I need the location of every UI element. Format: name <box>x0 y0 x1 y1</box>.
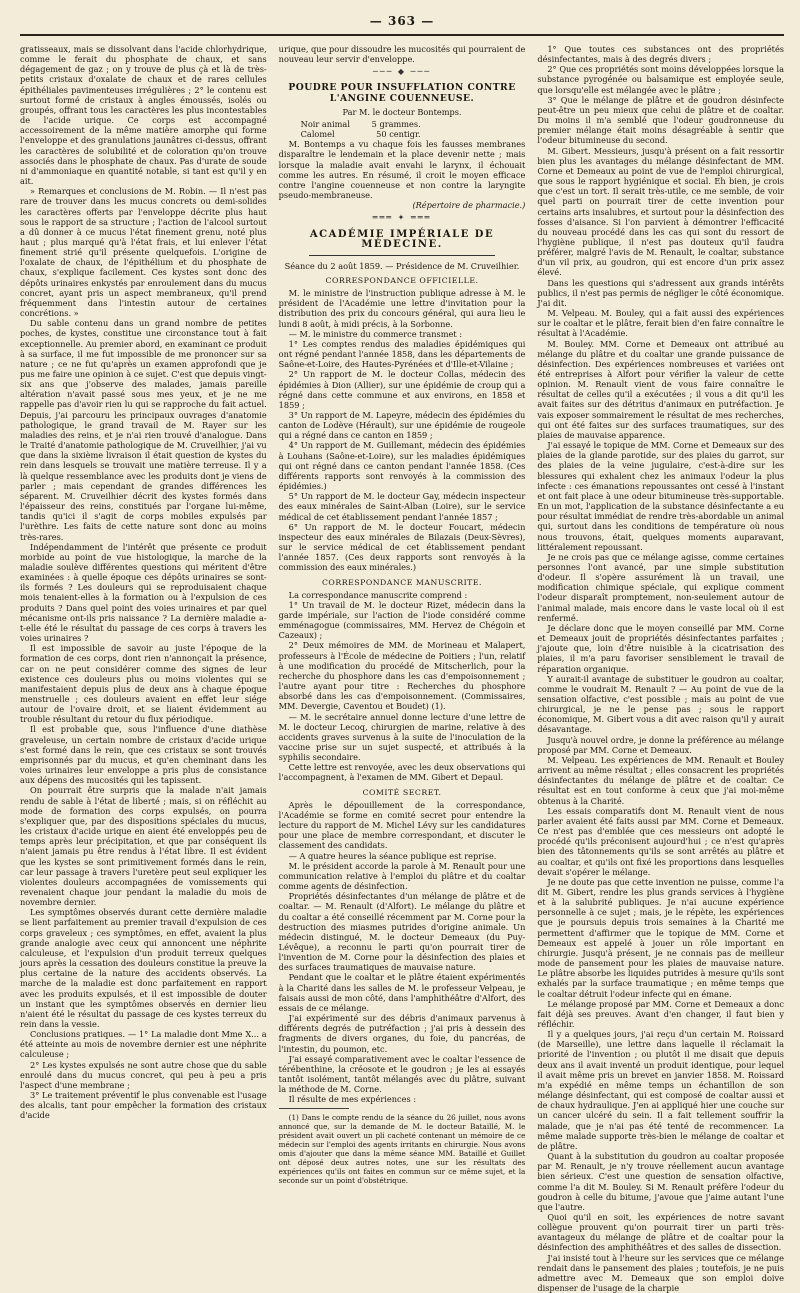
paragraph: J'ai essayé le topique de MM. Corne et Demeaux sur des plaies de la glande parotide, sur des plaies du garrot, sur des plaies de la veine jugulaire, c'est-à-dire sur les blessures qui exhalent chez les animaux l'odeur la plus infecte : ces émanations repoussantes ont cessé à l'instant et ont fait place à une odeur bitumineuse très-supportable. En un mot, l'application de la substance désinfectante a eu pour résultat immédiat de rendre très-abordable un animal qui, surtout dans les conditions de température où nous nous trouvons, était, quelques moments auparavant, littéralement repoussant. <box>537 440 785 552</box>
paragraph: 2° Un rapport de M. le docteur Collas, médecin des épidémies à Dion (Allier), sur une épidémie de croup qui a régné dans cette commune et aux environs, en 1858 et 1859 ; <box>278 369 526 410</box>
paragraph: 6° Un rapport de M. le docteur Foucart, médecin inspecteur des eaux minérales de Bilazais (Deux-Sèvres), sur le service médical de cet établissement pendant l'année 1857. (Ces deux rapports sont renvoyés à la commission des eaux minérales.) <box>278 521 526 573</box>
paragraph: Propriétés désinfectantes d'un mélange de plâtre et de coaltar. — M. Renault (d'Alfort). Le mélange du plâtre et du coaltar a été conseillé récemment par M. Corne pour la destruction des miasmes putrides d'origine animale. Un médecin distingué, M. le docteur Demeaux (du Puy-Lévêque), a reconnu le parti qu'on pourrait tirer de l'invention de M. Corne pour la désinfection des plaies et des surfaces traumatiques de mauvaise nature. <box>278 891 526 973</box>
paragraph: M. Gibert. Messieurs, jusqu'à présent on a fait ressortir bien plus les avantages du mélange désinfectant de MM. Corne et Demeaux au point de vue de l'emploi chirurgical, que sous le rapport hygiénique et social. Eh bien, je crois que c'est un tort. Il serait très-utile, ce me semble, de voir quel parti on pourrait tirer de cette invention pour certains arts insalubres, et surtout pour la désinfection des fosses d'aisance. Si l'on parvient à démontrer l'efficacité du nouveau procédé dans les cas qui sont du ressort de l'hygiène publique, il n'est pas douteux qu'il faudra préférer, malgré l'avis de M. Renault, le coaltar, substance d'un vil prix, au goudron, qui est encore d'un prix assez élevé. <box>537 145 785 278</box>
prescription <box>279 119 526 139</box>
paragraph: Il résulte de mes expériences : <box>288 1094 417 1105</box>
paragraph: Jusqu'à nouvel ordre, je donne la préférence au mélange proposé par MM. Corne et Demeaux. <box>537 734 785 755</box>
section-title: POUDRE POUR INSUFFLATION CONTRE L'ANGINE COUENNEUSE. <box>288 82 516 104</box>
paragraph: » Remarques et conclusions de M. Robin. — Il n'est pas rare de trouver dans les mucus concrets ou demi-solides les caractères offerts par l'enveloppe décrite plus haut sous le rapport de sa structure ; l'action de l'alcool surtout a dû donner à ce mucus l'état finement grenu, noté plus haut ; plus marqué qu'à l'état frais, et lui enlever l'état finement strié qu'il présente quelquefois. L'origine de l'oxalate de chaux, de l'épithélium et du phosphate de chaux, s'explique facilement. Ces kystes sont donc des dépôts urinaires enkystés par enroulement dans du mucus concret, ayant pris un aspect membraneux, qu'il prend fréquemment dans l'intestin autour de certaines concrétions. » <box>20 186 267 319</box>
paragraph: urique, que pour dissoudre les mucosités qui pourraient de nouveau leur servir d'enveloppe. <box>278 44 526 65</box>
paragraph: 3° Un rapport de M. Lapeyre, médecin des épidémies du canton de Lodève (Hérault), sur une épidémie de rougeole qui a régné dans ce canton en 1859 ; <box>278 410 526 441</box>
paragraph: 2° Que ces propriétés sont moins développées lorsque la substance pyrogénée ou balsamique est employée seule, que lorsqu'elle est mélangée avec le plâtre ; <box>537 64 785 95</box>
ornament-divider: ─── ◆ ─── <box>372 67 432 77</box>
paragraph: Il y a quelques jours, j'ai reçu d'un certain M. Roissard (de Marseille), une lettre dans laquelle il réclamait la priorité de l'invention ; ou plutôt il me disait que depuis deux ans il avait inventé un produit identique, pour lequel il avait même pris un brevet en janvier 1858. M. Roissard m'a expédié en même temps un échantillon de son mélange désinfectant, qui est composé de coaltar aussi et de chaux hydraulique. J'en ai appliqué hier une couche sur un cancer ulcéré du sein. Il a fait tellement souffrir la malade, que je n'ai pas été tenté de recommencer. La même malade supporte très-bien le mélange de coaltar et de plâtre. <box>537 1029 785 1151</box>
paragraph: M. Bouley. MM. Corne et Demeaux ont attribué au mélange du plâtre et du coaltar une grande puissance de désinfection. Des expériences nombreuses et variées ont été entreprises à Alfort pour vérifier la valeur de cette opinion. M. Renault vient de vous faire connaître le résultat de celles qu'il a exécutées ; il vous a dit qu'il les avait faites sur des détritus d'animaux en putréfaction. Je vais exposer sommairement le résultat de mes recherches, qui ont été faites sur des surfaces traumatiques, sur des plaies de mauvaise apparence. <box>537 338 785 440</box>
paragraph: M. Velpeau. Les expériences de MM. Renault et Bouley arrivent au même résultat ; elles consacrent les propriétés désinfectantes du mélange de plâtre et de coaltar. Ce résultat est en tout conforme à ceux que j'ai moi-même obtenus à la Charité. <box>537 754 785 806</box>
paragraph: — M. le secrétaire annuel donne lecture d'une lettre de M. le docteur Lecoq, chirurgien de marine, relative à des accidents graves survenus à la suite de l'inoculation de la vaccine prise sur un sujet suspecté, et attribués à la syphilis secondaire. <box>278 711 526 763</box>
subsection-title: COMITÉ SECRET. <box>362 787 442 797</box>
ornament-divider: ═══ ✦ ═══ <box>372 213 432 223</box>
footnote-rule <box>279 1108 349 1109</box>
paragraph: 2° Deux mémoires de MM. de Morineau et Malapert, professeurs à l'École de médecine de Poitiers ; l'un, relatif à une modification du procédé de Mitscherlich, pour la recherche du phosphore dans les cas d'empoisonnement ; l'autre ayant pour titre : Recherches du phosphore absorbé dans les cas d'empoisonnement. (Commissaires, MM. Devergie, Caventou et Boudet) (1). <box>278 640 526 712</box>
paragraph: Dans les questions qui s'adressent aux grands intérêts publics, il n'est pas permis de négliger le côté économique. J'ai dit. <box>537 277 785 308</box>
paragraph: M. Bontemps a vu chaque fois les fausses membranes disparaître le lendemain et la place devenir nette ; mais lorsque la maladie avait envahi le larynx, il échouait comme les autres. En résumé, il croit le moyen efficace contre l'angine couenneuse et non contre la laryngite pseudo-membraneuse. <box>278 139 526 201</box>
column-middle <box>278 44 526 1186</box>
prescription-line: Calomel 50 centigr. <box>300 129 421 140</box>
paragraph: Conclusions pratiques. — 1° La maladie dont Mme X... a été atteinte au mois de novembre dernier est une néphrite calculeuse ; <box>20 1029 267 1060</box>
columns <box>20 44 785 1293</box>
paragraph: M. le ministre de l'instruction publique adresse à M. le président de l'Académie une lettre d'invitation pour la distribution des prix du concours général, qui aura lieu le lundi 8 août, à midi précis, à la Sorbonne. <box>278 288 526 329</box>
paragraph: Le mélange proposé par MM. Corne et Demeaux a donc fait déjà ses preuves. Avant d'en changer, il faut bien y réfléchir. <box>537 998 785 1029</box>
paragraph: Après le dépouillement de la correspondance, l'Académie se forme en comité secret pour entendre la lecture du rapport de M. Michel Lévy sur les candidatures pour une place de membre correspondant, et discuter le classement des candidats. <box>278 799 526 851</box>
paragraph: J'ai essayé comparativement avec le coaltar l'essence de térébenthine, la créosote et le goudron ; je les ai essayés tantôt isolément, tantôt mélangés avec du plâtre, suivant la méthode de M. Corne. <box>278 1053 526 1095</box>
paragraph: 3° Le traitement préventif le plus convenable est l'usage des alcalis, tant pour empêcher la formation des cristaux d'acide <box>20 1090 267 1121</box>
paragraph: 3° Que le mélange de plâtre et de goudron désinfecte peut-être un peu mieux que celui de plâtre et de coaltar. Du moins il m'a semblé que l'odeur goudronneuse du premier mélange était moins désagréable à sentir que l'odeur bitumineuse du second. <box>537 94 785 146</box>
section-author: Par M. le docteur Bontemps. <box>342 106 462 117</box>
paragraph: M. le président accorde la parole à M. Renault pour une communication relative à l'emploi du plâtre et du coaltar comme agents de désinfection. <box>278 860 526 892</box>
paragraph: J'ai insisté tout à l'heure sur les services que ce mélange rendait dans le pansement des plaies ; toutefois, je ne puis admettre avec M. Demeaux que son emploi doive dispenser de l'usage de la charpie <box>537 1252 785 1293</box>
paragraph: Il est impossible de savoir au juste l'époque de la formation de ces corps, dont rien n'annonçait la présence, car on ne peut considérer comme des signes de leur existence ces douleurs plus ou moins violentes qui se manifestaient depuis plus de deux ans à chaque époque menstruelle ; ces douleurs avaient en effet leur siége autour de l'ovaire droit, et se liaient évidemment au trouble résultant du retour du flux périodique. <box>20 643 267 725</box>
source-citation: (Répertoire de pharmacie.) <box>412 200 526 211</box>
column-right <box>537 44 785 1293</box>
rule <box>309 255 496 256</box>
paragraph: 2° Les kystes expulsés ne sont autre chose que du sable enroulé dans du mucus concret, qui peu à peu a pris l'aspect d'une membrane ; <box>20 1059 267 1090</box>
paragraph: Quoi qu'il en soit, les expériences de notre savant collègue prouvent qu'on pourrait tirer un parti très-avantageux du mélange de plâtre et de coaltar pour la désinfection des amphithéâtres et des salles de dissection. <box>537 1211 785 1253</box>
paragraph: Les essais comparatifs dont M. Renault vient de nous parler avaient été faits aussi par MM. Corne et Demeaux. Ce n'est pas d'emblée que ces messieurs ont adopté le procédé qu'ils préconisent aujourd'hui ; ce n'est qu'après bien des tâtonnements qu'ils se sont arrêtés au plâtre et au coaltar, et qu'ils ont fixé les proportions dans lesquelles devait s'opérer le mélange. <box>537 805 785 877</box>
paragraph: M. Velpeau. M. Bouley, qui a fait aussi des expériences sur le coaltar et le plâtre, ferait bien d'en faire connaître le résultat à l'Académie. <box>537 308 785 339</box>
paragraph: Indépendamment de l'intérêt que présente ce produit morbide au point de vue histologique, la marche de la maladie soulève différentes questions qui méritent d'être examinées : à quelle époque ces dépôts urinaires se sont-ils formés ? Les douleurs qui se reproduisaient chaque mois tenaient-elles à la formation ou à l'expulsion de ces produits ? Dans quel point des voies urinaires et par quel mécanisme ont-ils pris naissance ? La dernière maladie a-t-elle été le résultat du passage de ces corps à travers les voies urinaires ? <box>20 541 267 644</box>
paragraph: Les symptômes observés durant cette dernière maladie se lient parfaitement au premier travail d'expulsion de ces corps graveleux ; ces symptômes, en effet, avaient la plus grande analogie avec ceux qui annoncent une néphrite calculeuse, et l'expulsion d'un produit terreux quelques jours après la cessation des douleurs constitue la preuve la plus certaine de la nature des accidents observés. La marche de la maladie est donc parfaitement en rapport avec les produits expulsés, et il est impossible de douter un instant que les symptômes observés en dernier lieu n'aient été le résultat du passage de ces kystes terreux du rein dans la vessie. <box>20 907 267 1029</box>
paragraph: J'ai expérimenté sur des débris d'animaux parvenus à différents degrés de putréfaction ; j'ai pris à dessein des fragments de divers organes, du foie, du pancréas, de l'intestin, du poumon, etc. <box>278 1013 526 1054</box>
paragraph: 1° Les comptes rendus des maladies épidémiques qui ont régné pendant l'année 1858, dans les départements de Saône-et-Loire, des Hautes-Pyrénées et d'Ille-et-Vilaine ; <box>278 338 526 370</box>
paragraph: La correspondance manuscrite comprend : <box>288 589 468 600</box>
paragraph: 5° Un rapport de M. le docteur Gay, médecin inspecteur des eaux minérales de Saint-Alban (Loire), sur le service médical de cet établissement pendant l'année 1857 ; <box>278 491 526 522</box>
paragraph: On pourrait être surpris que la malade n'ait jamais rendu de sable à l'état de liberté ; mais, si on réfléchit au mode de formation des corps expulsés, on pourra s'expliquer que, par des dispositions spéciales du mucus, les cristaux d'acide urique en aient été enveloppés peu de temps après leur précipitation, et que par conséquent ils n'aient jamais pu être rendus à l'état libre. Il est évident que les kystes se sont primitivement formés dans le rein, car leur passage à travers l'uretère peut seul expliquer les violentes douleurs accompagnées de vomissements qui revenaient chaque jour pendant la maladie du mois de novembre dernier. <box>20 785 267 908</box>
paragraph: Du sable contenu dans un grand nombre de petites poches, de kystes, constitue une circonstance tout à fait exceptionnelle. Au premier abord, en examinant ce produit à sa surface, il me fut impossible de me prononcer sur sa nature ; ce ne fut qu'après un examen approfondi que je pus me faire une opinion à ce sujet. C'est que depuis vingt-six ans que j'observe des malades, jamais pareille altération n'avait passé sous mes yeux, et je ne me rappelle pas d'avoir rien lu qui se rapproche du fait actuel. Depuis, j'ai parcouru les principaux ouvrages d'anatomie pathologique, le grand travail de M. Rayer sur les maladies des reins, et je n'ai rien trouvé d'analogue. Dans le Traité d'anatomie pathologique de M. Cruveilhier, j'ai vu que dans la sixième livraison il était question de kystes du rein dans lesquels se trouvait une matière terreuse. Il y a là quelque ressemblance avec les produits dont je viens de parler ; mais cependant de grandes différences les séparent. M. Cruveilhier décrit des kystes formés dans l'épaisseur des reins, constitués par l'organe lui-même, tandis qu'ici il s'agit de corps mobiles expulsés par l'urèthre. Les faits de cette nature sont donc au moins très-rares. <box>20 318 267 542</box>
subsection-title: CORRESPONDANCE MANUSCRITE. <box>321 577 483 587</box>
paragraph: gratisseaux, mais se dissolvant dans l'acide chlorhydrique, comme le ferait du phosphate de chaux, et sans dégagement de gaz ; on y trouve de plus çà et là de très-petits cristaux d'oxalate de chaux et de rares cellules épithéliales pavimenteuses irrégulières ; 2° le contenu est surtout formé de cristaux à angles émoussés, isolés ou groupés, offrant tous les caractères les plus incontestables de l'acide urique. Ce corps est accompagné accessoirement de la même matière amorphe qui forme l'enveloppe et des granulations jaunâtres ci-dessus, offrant les caractères de solubilité et de coloration qu'on trouve associés dans le phosphate de chaux. Pas d'urate de soude ni d'ammoniaque en quantité notable, si tant est qu'il y en ait. <box>20 44 267 187</box>
section-title: ACADÉMIE IMPÉRIALE DE MÉDECINE. <box>309 228 495 250</box>
paragraph: 1° Un travail de M. le docteur Rizet, médecin dans la garde impériale, sur l'action de l'iode considéré comme emménagogue (commissaires, MM. Hervez de Chégoin et Cazeaux) ; <box>278 599 526 641</box>
column-left <box>20 44 267 1169</box>
paragraph: Je ne crois pas que ce mélange agisse, comme certaines personnes l'ont avancé, par une simple substitution d'odeur. Il s'opère assurément là un travail, une modification chimique spéciale, qui explique comment l'odeur disparaît promptement, non-seulement autour de l'animal malade, mais encore dans le vaste local où il est renfermé. <box>537 551 785 623</box>
page-number: — 363 — <box>369 14 435 28</box>
paragraph: Il est probable que, sous l'influence d'une diathèse graveleuse, un certain nombre de cristaux d'acide urique s'est formé dans le rein, que ces cristaux se sont trouvés emprisonnés par du mucus, et qu'en cheminant dans les voies urinaires leur enveloppe a pris plus de consistance aux dépens des mucosités qui les tapissent. <box>20 724 267 786</box>
paragraph: 4° Un rapport de M. Guillemant, médecin des épidémies à Louhans (Saône-et-Loire), sur les maladies épidémiques qui ont régné dans ce canton pendant l'année 1858. (Ces différents rapports sont renvoyés à la commission des épidémies.) <box>278 440 526 492</box>
paragraph: Je déclare donc que le moyen conseillé par MM. Corne et Demeaux jouit de propriétés désinfectantes parfaites ; j'ajoute que, loin d'être nuisible à la cicatrisation des plaies, il m'a paru favoriser sensiblement le travail de réparation organique. <box>537 622 785 674</box>
session-date: Séance du 2 août 1859. — Présidence de M. Cruveilhier. <box>284 260 520 271</box>
subsection-title: CORRESPONDANCE OFFICIELLE. <box>325 275 479 285</box>
paragraph: Quant à la substitution du goudron au coaltar proposée par M. Renault, je n'y trouve réellement aucun avantage bien sérieux. C'est une question de sensation olfactive, comme l'a dit M. Bouley. Si M. Renault préfère l'odeur du goudron à celle du bitume, j'avoue que j'aime autant l'une que l'autre. <box>537 1151 785 1212</box>
paragraph: Je ne doute pas que cette invention ne puisse, comme l'a dit M. Gibert, rendre les plus grands services à l'hygiène et à la salubrité publiques. Je n'ai aucune expérience personnelle à ce sujet ; mais, je le répète, les expériences que je poursuis depuis trois semaines à la Charité me permettent d'affirmer que le topique de MM. Corne et Demeaux est appelé à jouer un rôle important en chirurgie. Jusqu'à présent, je ne connais pas de meilleur mode de pansement pour les plaies de mauvaise nature. Le plâtre absorbe les liquides putrides à mesure qu'ils sont exhalés par la surface traumatique ; en même temps que le coaltar détruit l'odeur infecte qui en émane. <box>537 876 785 999</box>
header-rule <box>20 34 784 36</box>
paragraph: — M. le ministre du commerce transmet : <box>288 328 463 339</box>
paragraph: Cette lettre est renvoyée, avec les deux observations qui l'accompagnent, à l'examen de MM. Gibert et Depaul. <box>278 762 526 783</box>
paragraph: — A quatre heures la séance publique est reprise. <box>288 850 497 861</box>
footnote: (1) Dans le compte rendu de la séance du 26 juillet, nous avons annoncé que, sur la demande de M. le docteur Bataillé, M. le président avait ouvert un pli cacheté contenant un mémoire de ce médecin sur l'emploi des agents irritants en chirurgie. Nous avons omis d'ajouter que dans la même séance MM. Bataillé et Guillet ont déposé deux autres notes, une sur les résultats des expériences qu'ils ont faites en commun sur ce même sujet, et la seconde sur un point d'obstétrique. <box>278 1113 526 1186</box>
prescription-line: Noir animal 5 grammes. <box>300 118 421 129</box>
paragraph: Y aurait-il avantage de substituer le goudron au coaltar, comme le voudrait M. Renault ? — Au point de vue de la sensation olfactive, c'est possible ; mais au point de vue chirurgical, je ne le pense pas ; sous le rapport économique, M. Gibert vous a dit avec raison qu'il y aurait désavantage. <box>537 673 785 735</box>
paragraph: 1° Que toutes ces substances ont des propriétés désinfectantes, mais à des degrés divers ; <box>537 44 785 65</box>
paragraph: Pendant que le coaltar et le plâtre étaient expérimentés à la Charité dans les salles de M. le professeur Velpeau, je faisais aussi de mon côté, dans l'amphithéâtre d'Alfort, des essais de ce mélange. <box>278 972 526 1013</box>
